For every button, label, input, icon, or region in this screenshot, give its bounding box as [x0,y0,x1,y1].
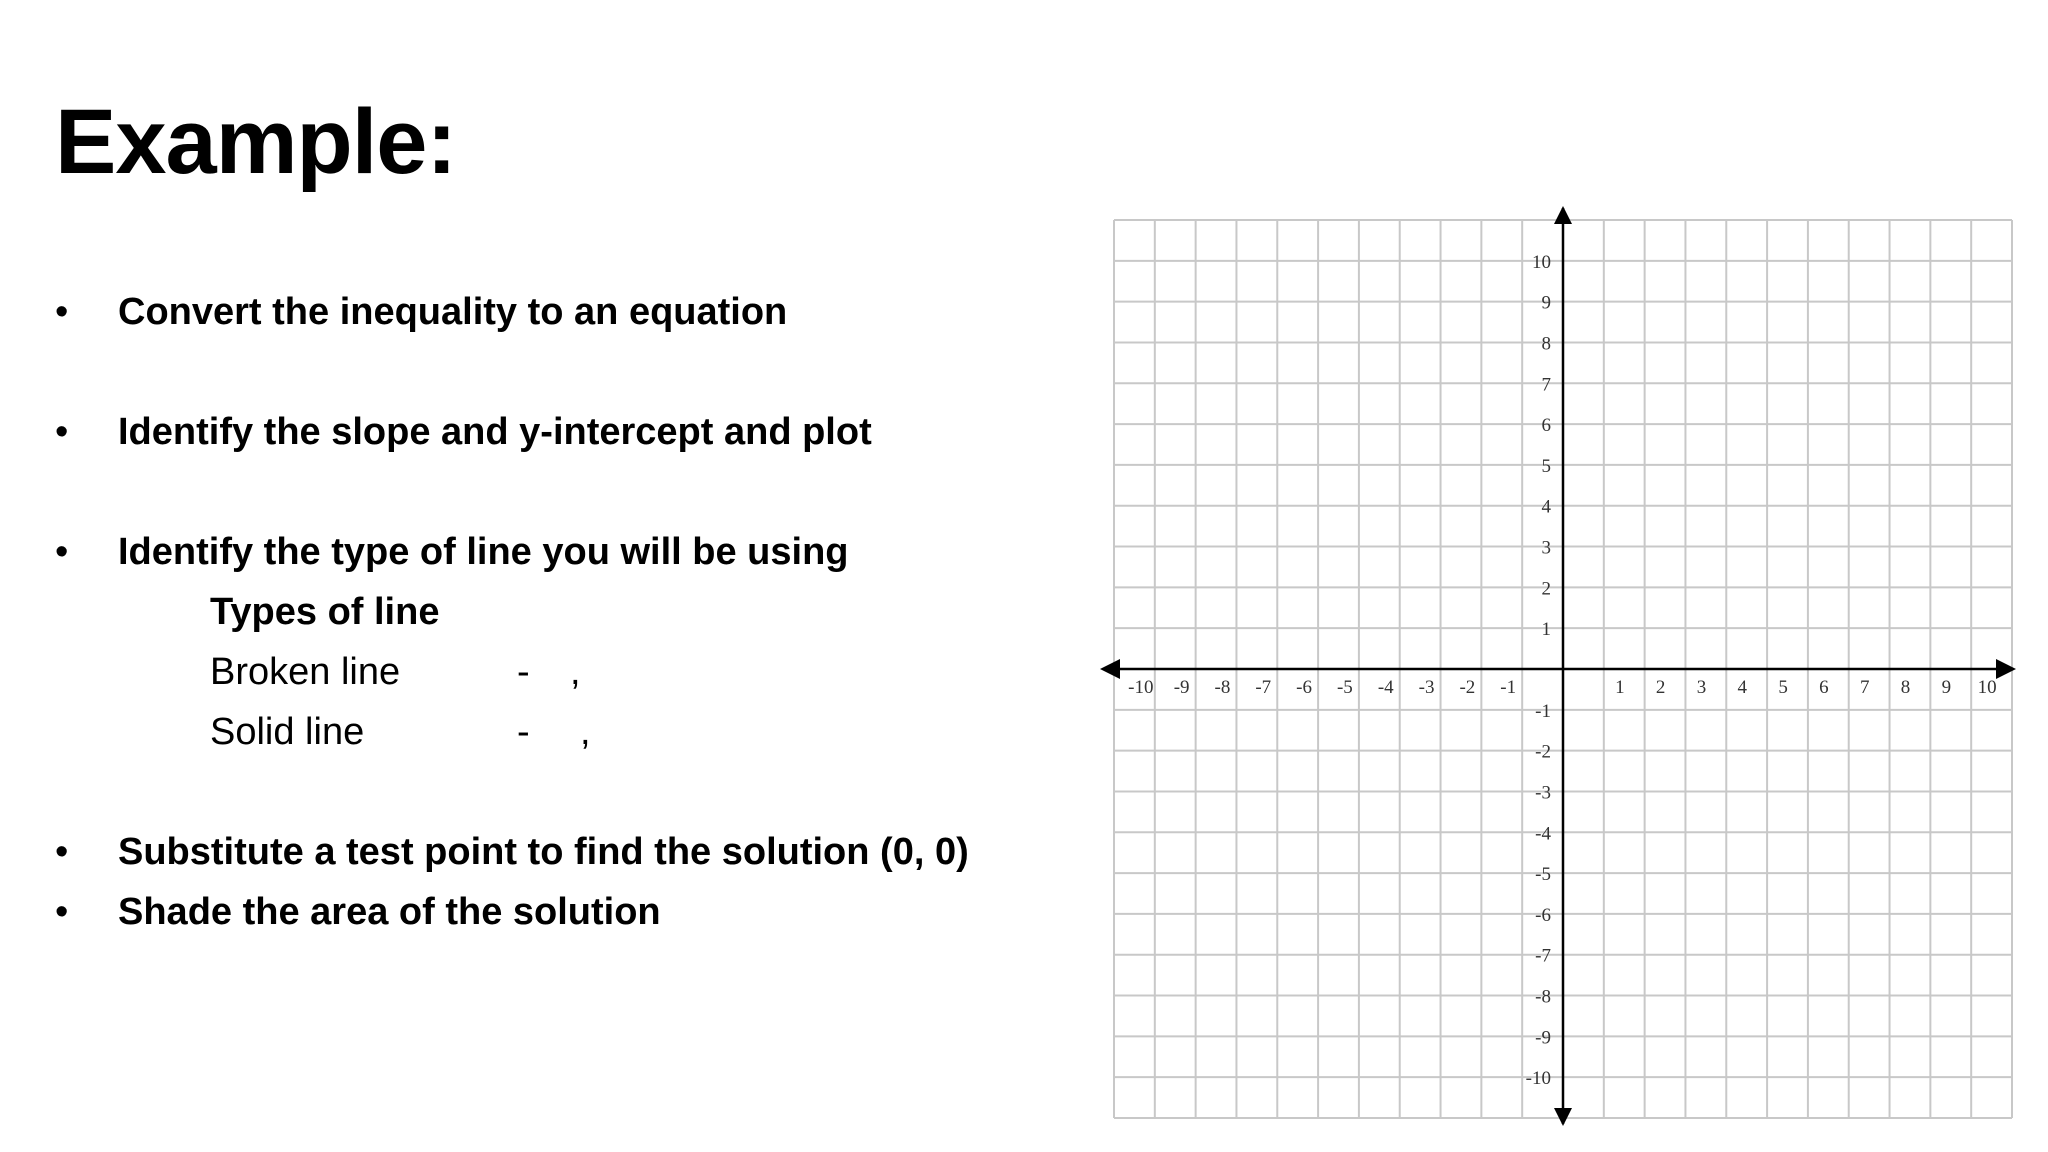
x-tick-label: -3 [1418,677,1435,698]
y-tick-label: -7 [1535,945,1551,967]
y-tick-label: 9 [1541,292,1551,314]
x-tick-label: 5 [1778,677,1788,698]
line-types-heading: Types of line [210,591,440,633]
y-tick-label: -5 [1535,864,1551,886]
bullet-slope [55,402,1095,462]
x-axis-arrow-left-icon [1100,659,1120,679]
y-tick-label: 4 [1541,496,1551,518]
y-tick-label: 7 [1541,374,1551,396]
bullet-dot: • [55,411,69,453]
y-tick-label: 3 [1541,537,1551,559]
x-tick-label: 6 [1819,677,1829,698]
bullet-dot: • [55,891,69,933]
y-tick-label: -2 [1535,741,1551,763]
x-tick-label: 9 [1941,677,1952,698]
bullet-text: Convert the inequality to an equation [118,291,788,333]
solid-line-label: Solid line [210,711,365,753]
x-tick-label: -8 [1214,677,1231,698]
y-tick-label: 2 [1541,578,1551,600]
bullet-text: Identify the slope and y-intercept and plot [118,411,872,453]
y-tick-label: 6 [1541,415,1551,437]
bullet-text: Substitute a test point to find the solution (0, 0) [118,831,969,873]
x-tick-label: 2 [1655,677,1666,698]
y-tick-label: -8 [1535,986,1551,1008]
y-axis-arrow-up-icon [1554,206,1572,224]
x-tick-label: -9 [1173,677,1190,698]
y-tick-label: -1 [1535,700,1551,722]
x-tick-label: -5 [1336,677,1353,698]
x-tick-label: -2 [1459,677,1476,698]
x-tick-label: 10 [1977,677,1997,698]
x-tick-label: -10 [1128,677,1154,698]
x-tick-label: -7 [1255,677,1272,698]
bullet-shade [55,882,1095,942]
broken-line-comma: , [570,651,581,693]
y-tick-label: 1 [1541,619,1551,641]
bullet-line-type [55,522,1095,582]
solid-line-dash: - [517,711,530,753]
y-tick-label: -6 [1535,904,1551,926]
coordinate-grid [1098,200,2018,1130]
bullet-dot: • [55,531,69,573]
broken-line-row [55,642,1095,702]
bullet-dot: • [55,291,69,333]
bullet-list [55,282,1095,942]
x-tick-label: 1 [1615,677,1625,698]
x-tick-label: 8 [1900,677,1911,698]
y-tick-label: -4 [1535,823,1551,845]
y-tick-label: -3 [1535,782,1551,804]
broken-line-dash: - [517,651,530,693]
bullet-text: Identify the type of line you will be using [118,531,849,573]
solid-line-comma: , [580,711,591,753]
y-tick-label: 8 [1541,333,1551,355]
x-tick-label: 4 [1737,677,1748,698]
x-tick-label: -6 [1296,677,1313,698]
y-tick-label: 10 [1532,251,1551,273]
y-tick-label: 5 [1541,455,1551,477]
broken-line-label: Broken line [210,651,401,693]
solid-line-row [55,702,1095,762]
y-tick-label: -9 [1535,1027,1551,1049]
bullet-test-point [55,822,1095,882]
x-tick-label: -4 [1377,677,1394,698]
x-tick-label: 3 [1696,677,1707,698]
bullet-dot: • [55,831,69,873]
bullet-text: Shade the area of the solution [118,891,661,933]
x-tick-label: -1 [1500,677,1517,698]
y-tick-label: -10 [1525,1068,1551,1090]
slide-title: Example: [55,91,457,193]
x-tick-label: 7 [1859,677,1870,698]
bullet-convert [55,282,1095,342]
